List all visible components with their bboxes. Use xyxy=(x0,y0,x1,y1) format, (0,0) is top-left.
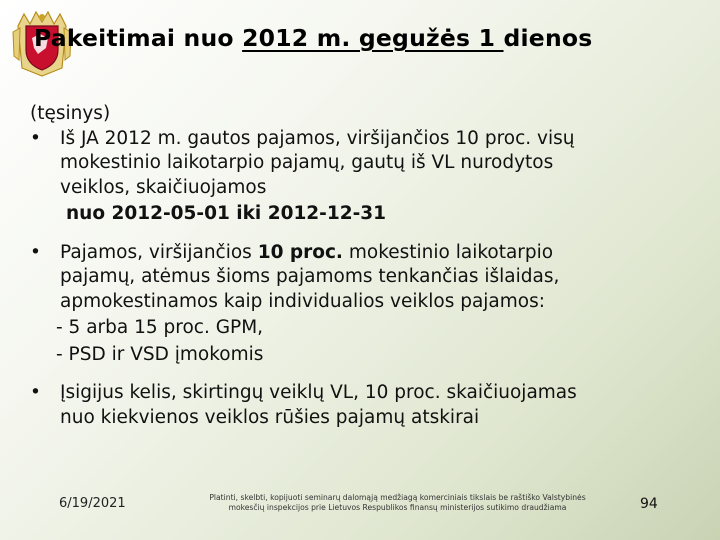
footer-copyright-note xyxy=(185,493,610,512)
bullet-3-line: Įsigijus kelis, skirtingų veiklų VL, 10 proc. skaičiuojamas xyxy=(60,382,577,403)
bullet-2-subitem: - 5 arba 15 proc. GPM, xyxy=(56,317,264,338)
bullet-item-1 xyxy=(30,127,702,227)
bullet-2-line: apmokestinamos kaip individualios veiklos pajamos: xyxy=(60,290,545,312)
page-number: 94 xyxy=(640,496,658,512)
footer-date: 6/19/2021 xyxy=(59,496,126,511)
bullet-1-period-bold: nuo 2012-05-01 iki 2012-12-31 xyxy=(66,203,387,224)
slide-body xyxy=(30,102,702,430)
bullet-3-line: nuo kiekvienos veiklos rūšies pajamų atskirai xyxy=(60,406,480,428)
bullet-2-subitem: - PSD ir VSD įmokomis xyxy=(56,343,264,365)
title-suffix: dienos xyxy=(503,24,593,52)
title-prefix: Pakeitimai nuo xyxy=(34,24,243,52)
bullet-dot: • xyxy=(30,382,41,403)
title-date-underlined: 2012 m. gegužės 1 xyxy=(242,24,504,52)
slide-title xyxy=(34,24,592,52)
bullet-dot: • xyxy=(30,127,41,149)
footer-note-line: mokesčių inspekcijos prie Lietuvos Respublikos finansų ministerijos sutikimo draudžiama xyxy=(228,502,567,512)
bullet-1-line: veiklos, skaičiuojamos xyxy=(60,176,267,198)
bullet-2-bold-rate: 10 proc. xyxy=(257,241,343,263)
bullet-item-2 xyxy=(30,241,702,368)
bullet-item-3 xyxy=(30,381,702,430)
footer-note-line: Platinti, skelbti, kopijuoti seminarų dalomąją medžiagą komerciniais tikslais be raštiško Valstybinės xyxy=(209,493,586,502)
bullet-2-text: mokestinio laikotarpio xyxy=(342,241,554,263)
bullet-1-line: Iš JA 2012 m. gautos pajamos, viršijančios 10 proc. visų xyxy=(60,127,575,149)
bullet-2-line: pajamų, atėmus šioms pajamoms tenkančias išlaidas, xyxy=(60,266,560,287)
continuation-note: (tęsinys) xyxy=(30,103,111,124)
bullet-1-line: mokestinio laikotarpio pajamų, gautų iš VL nurodytos xyxy=(60,152,554,173)
bullet-2-first-line xyxy=(60,241,702,266)
bullet-dot: • xyxy=(30,241,41,263)
bullet-2-text: Pajamos, viršijančios xyxy=(60,241,258,263)
